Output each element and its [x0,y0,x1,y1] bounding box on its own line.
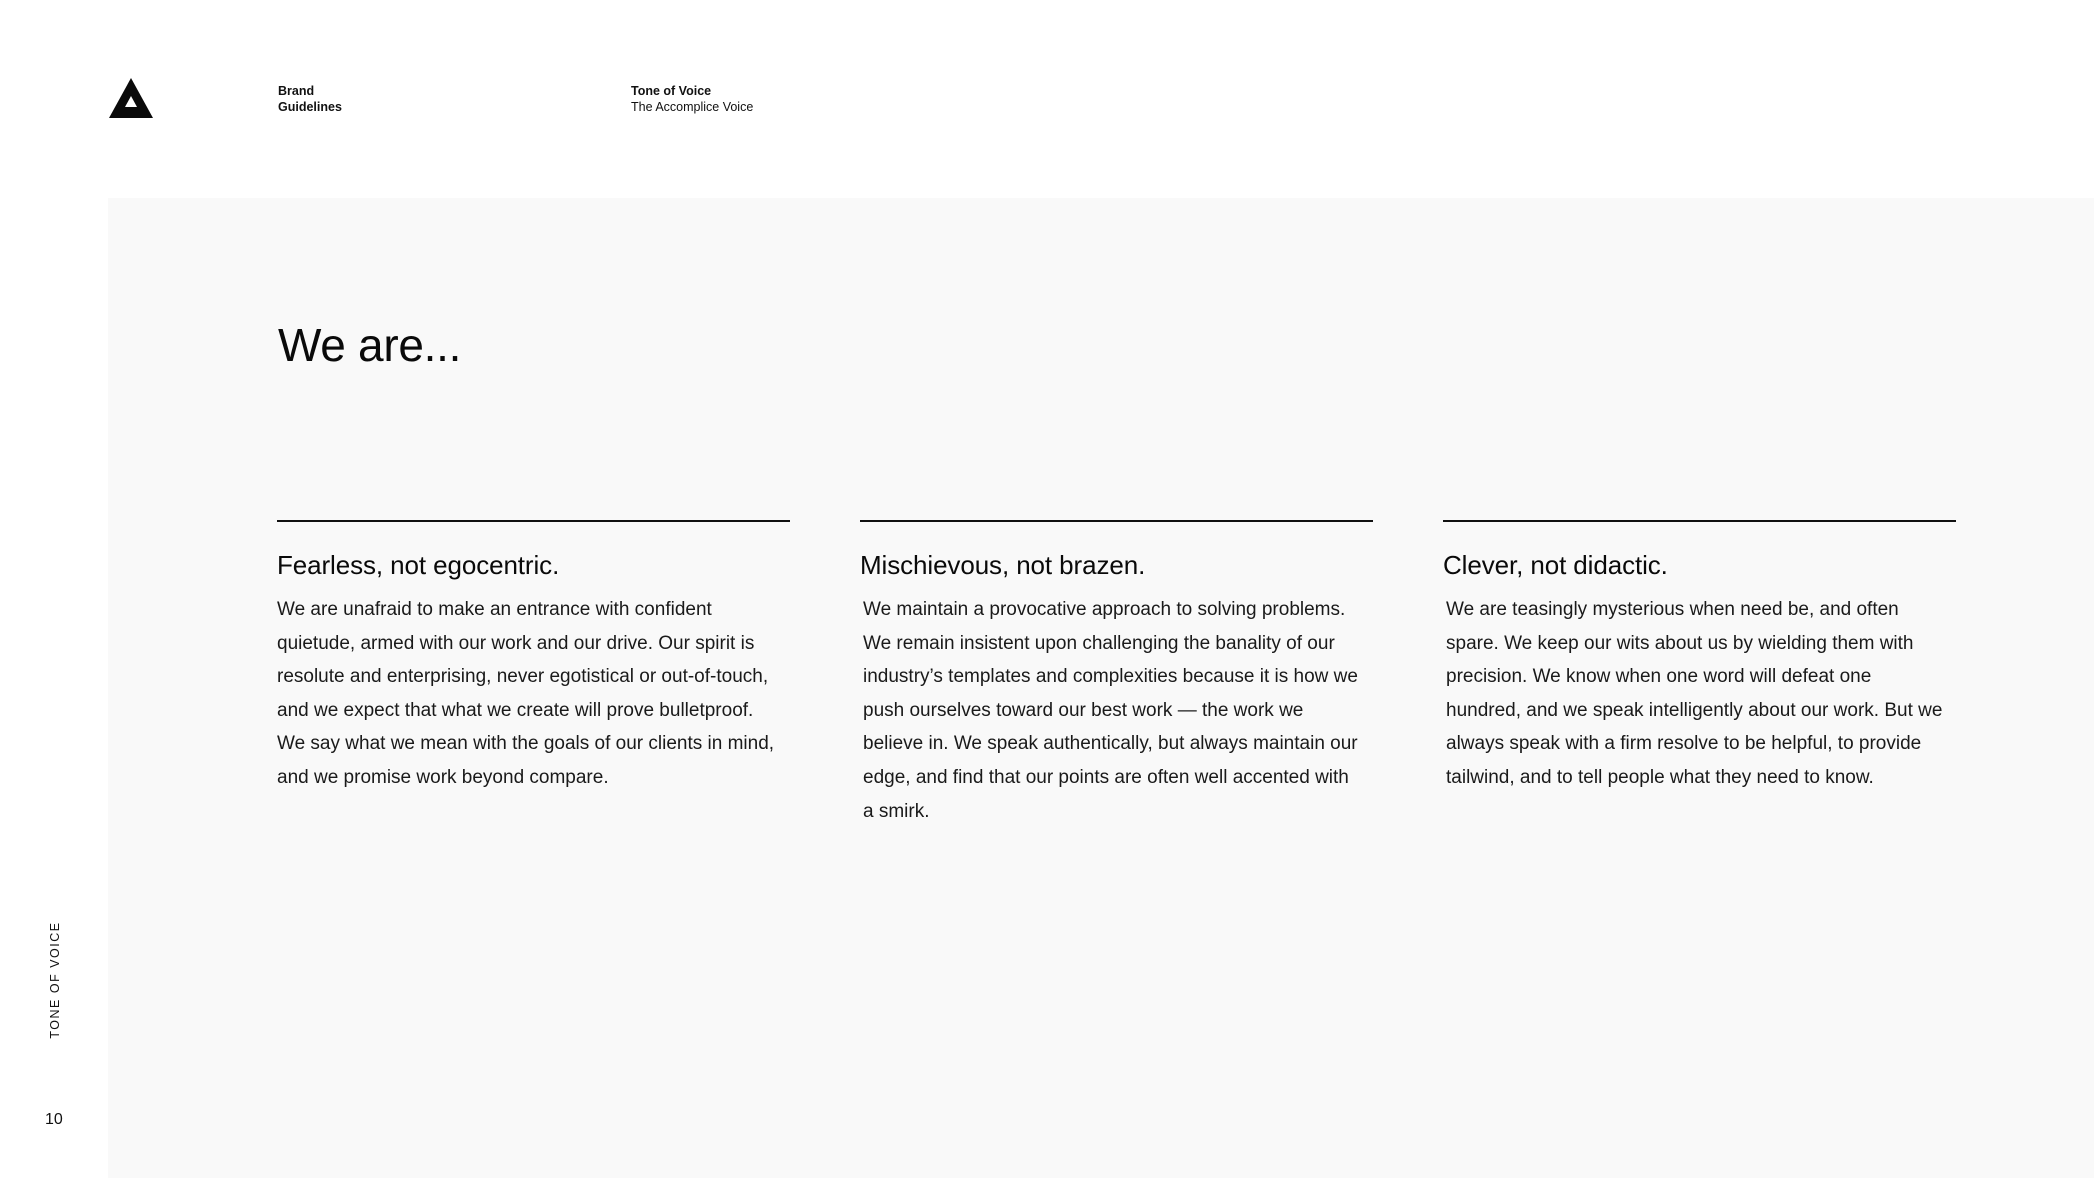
trait-description: We are teasingly mysterious when need be, and often spare. We keep our wits about us by wielding them with precision. We know when one word will defeat one hundred, and we speak intelligently about our work. But we always speak with a firm resolve to be helpful, to provide tailwind, and to tell people what they need to know. [1446,599,1943,788]
brand-guidelines-label [278,83,342,115]
section-header [631,83,753,115]
trait-title: Clever, not didactic. [1443,550,1668,580]
trait-description: We maintain a provocative approach to solving problems. We remain insistent upon challenging the banality of our industry’s templates and complexities because it is how we push ourselves toward our best work — the work we believe in. We speak authentically, but always maintain our edge, and find that our points are often well accented with a smirk. [863,599,1358,822]
page-title: We are... [278,319,462,371]
column-divider [860,520,1373,522]
column-divider [277,520,790,522]
trait-description: We are unafraid to make an entrance with confident quietude, armed with our work and our drive. Our spirit is resolute and enterprising, never egotistical or out-of-touch, and we expect that what we create will prove bulletproof. We say what we mean with the goals of our clients in mind, and we promise work beyond compare. [277,599,775,788]
trait-column-mischievous [860,520,1373,828]
trait-column-fearless [277,520,790,795]
trait-title: Fearless, not egocentric. [277,550,560,580]
brand-line-2: Guidelines [278,100,342,114]
page-number: 10 [45,1111,63,1128]
section-subtitle: The Accomplice Voice [631,100,754,114]
trait-title: Mischievous, not brazen. [860,550,1146,580]
vertical-section-label: TONE OF VOICE [48,921,62,1039]
section-title: Tone of Voice [631,84,712,98]
column-divider [1443,520,1956,522]
brand-line-1: Brand [278,84,315,98]
trait-column-clever [1443,520,1956,795]
triangle-logo-icon [109,78,153,118]
